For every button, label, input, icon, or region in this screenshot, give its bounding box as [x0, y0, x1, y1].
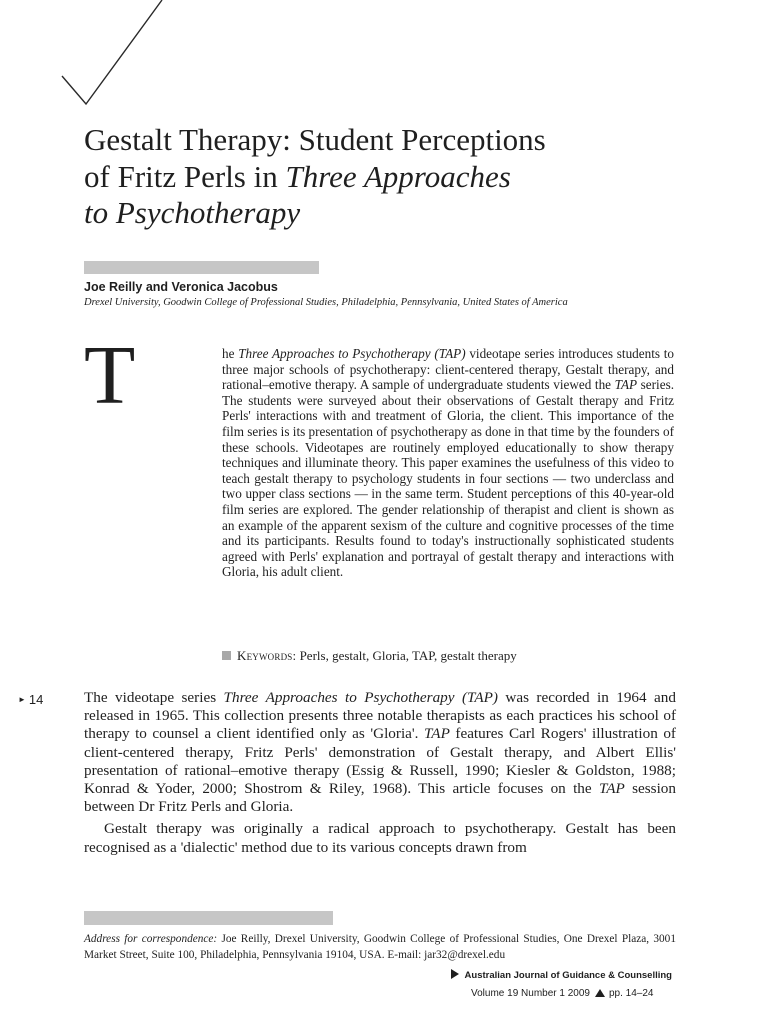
article-authors: Joe Reilly and Veronica Jacobus — [84, 280, 278, 294]
page-range: pp. 14–24 — [608, 988, 654, 999]
correspondence-text: Joe Reilly, Drexel University, Goodwin College of Professional Studies, One Drexel Plaza, 3001 Market Street, Suite 100, Philadelphia, Pennsylvania 19104, USA. E-mail: jar32@drexel.edu — [84, 933, 676, 961]
journal-name — [451, 969, 672, 981]
footer-divider-bar — [84, 911, 333, 925]
article-title — [84, 122, 694, 232]
abstract-series-title: Three Approaches to Psychotherapy (TAP) — [238, 346, 466, 361]
journal-title: Australian Journal of Guidance & Counselling — [464, 970, 672, 981]
body-paragraph-1 — [84, 689, 676, 816]
title-divider-bar — [84, 261, 319, 274]
body-paragraph-2: Gestalt therapy was originally a radical approach to psychotherapy. Gestalt has been recognised as a 'dialectic' method due to its various concepts drawn from — [84, 820, 676, 856]
title-line-1: Gestalt Therapy: Student Perceptions — [84, 122, 546, 157]
volume-text: Volume 19 Number 1 2009 — [471, 988, 590, 999]
volume-info — [471, 988, 653, 999]
volume-triangle-icon — [595, 989, 605, 997]
keywords-value: Perls, gestalt, Gloria, TAP, gestalt therapy — [296, 648, 517, 663]
body-p1-a: The videotape series — [84, 689, 224, 706]
page-arrow-icon: ► — [18, 695, 26, 704]
abstract-drop-cap: T — [84, 329, 136, 422]
author-affiliation: Drexel University, Goodwin College of Professional Studies, Philadelphia, Pennsylvania, United States of America — [84, 297, 568, 308]
keywords-label: Keywords: — [237, 648, 297, 663]
body-p1-series-title: Three Approaches to Psychotherapy (TAP) — [223, 689, 498, 706]
keywords-line — [222, 648, 517, 664]
body-p1-d: session between Dr Fritz Perls and Gloria. — [84, 780, 676, 816]
body-p1-c: features Carl Rogers' illustration of client-centered therapy, Fritz Perls' demonstration of Gestalt therapy, and Albert Ellis' presentation of rational–emotive therapy (Essig & Russell, 1990; Kiesler & Goldston, 1988; Konrad & Yoder, 2000; Shostrom & Riley, 1968). This article focuses on the — [84, 725, 676, 798]
title-line-2: of Fritz Perls in — [84, 158, 286, 194]
page-number — [18, 692, 43, 707]
abstract-text-a: videotape series introduces students to three major schools of psychotherapy: client-centered therapy, Gestalt therapy, and rational–emotive therapy. A sample of undergraduate students viewed the — [222, 346, 675, 393]
body-p1-tap-2: TAP — [598, 780, 625, 798]
checkmark-icon — [58, 0, 168, 108]
body-text — [84, 689, 676, 857]
correspondence-note — [84, 931, 676, 963]
body-p1-b: was recorded in 1964 and released in 1965. This collection presents three notable therapists as each practices his school of therapy to counsel a client identified only as 'Gloria'. — [84, 689, 676, 743]
journal-arrow-icon — [451, 969, 459, 979]
abstract-text-b: series. The students were surveyed about their observations of Gestalt therapy and Fritz Perls' interactions with and treatment of Gloria, the client. This importance of the film series is its presentation of psychotherapy as done in that time by the founders of these schools. Videotapes are routinely employed educationally to show therapy techniques and illuminate theory. This paper examines the usefulness of this video to teach gestalt therapy to psychology students in four sections — two underclass and two upper class sections — in the same term. Student perceptions of this 40-year-old film series are explored. The gender relationship of therapist and client is shown as an example of the apparent sexism of the culture and cognitive processes of the time and its participants. Results found to today's instructionally sophisticated students agreed with Perls' explanation and portrayal of gestalt therapy and interactions with Gloria, his adult client. — [222, 377, 675, 580]
correspondence-label: Address for correspondence: — [84, 933, 218, 945]
abstract-paragraph — [144, 346, 674, 586]
title-line-2-italic: Three Approaches — [285, 158, 511, 194]
page-number-value: 14 — [28, 692, 44, 707]
title-line-3-italic: to Psychotherapy — [84, 195, 301, 230]
keywords-square-icon — [222, 651, 231, 660]
abstract-intro-rest: he — [222, 346, 239, 361]
body-p1-tap: TAP — [423, 725, 450, 743]
abstract-tap: TAP — [614, 377, 638, 393]
